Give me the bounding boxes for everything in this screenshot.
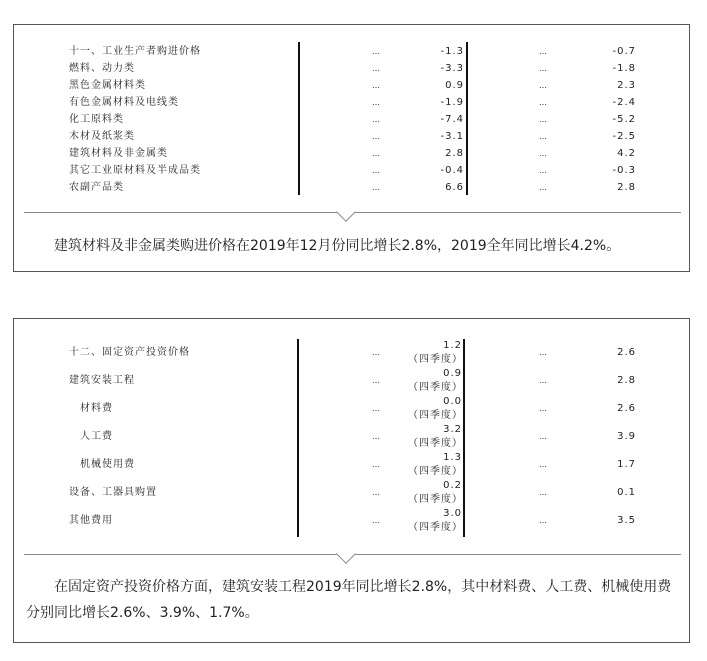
quarter-note: （四季度）	[408, 354, 463, 365]
row-label: 木材及纸浆类	[69, 131, 135, 142]
month-value: 0.9	[445, 80, 464, 91]
table-row	[14, 367, 689, 395]
quarter-value: 1.2	[443, 340, 462, 351]
table-row	[14, 339, 689, 367]
ellipsis-cell: …	[372, 432, 381, 441]
ellipsis-cell: …	[539, 132, 548, 141]
quarter-note: （四季度）	[408, 382, 463, 393]
table-row	[14, 479, 689, 507]
ellipsis-cell: …	[372, 149, 381, 158]
ellipsis-cell: …	[539, 149, 548, 158]
ellipsis-cell: …	[372, 516, 381, 525]
ellipsis-cell: …	[539, 432, 548, 441]
table-row	[14, 145, 689, 162]
ellipsis-cell: …	[539, 81, 548, 90]
quarter-note: （四季度）	[408, 522, 463, 533]
month-value: -0.4	[440, 165, 464, 176]
month-value: -1.3	[440, 46, 464, 57]
year-value: -0.3	[612, 165, 636, 176]
quarter-value: 3.2	[443, 424, 462, 435]
month-value: -3.1	[440, 131, 464, 142]
table-row	[14, 128, 689, 145]
row-label: 其他费用	[69, 515, 113, 526]
row-label: 材料费	[80, 403, 113, 414]
ellipsis-cell: …	[539, 115, 548, 124]
year-value: -1.8	[612, 63, 636, 74]
ellipsis-cell: …	[372, 348, 381, 357]
quarter-note: （四季度）	[408, 438, 463, 449]
year-value: -2.5	[612, 131, 636, 142]
year-value: -5.2	[612, 114, 636, 125]
ellipsis-cell: …	[372, 132, 381, 141]
ellipsis-cell: …	[539, 376, 548, 385]
table-row	[14, 77, 689, 94]
ellipsis-cell: …	[539, 98, 548, 107]
ellipsis-cell: …	[372, 64, 381, 73]
table-row	[14, 423, 689, 451]
ellipsis-cell: …	[372, 47, 381, 56]
year-value: 2.8	[617, 375, 636, 386]
year-value: 2.3	[617, 80, 636, 91]
year-value: 0.1	[617, 487, 636, 498]
table-row	[14, 179, 689, 196]
row-label: 人工费	[80, 431, 113, 442]
table-row	[14, 451, 689, 479]
ellipsis-cell: …	[539, 166, 548, 175]
year-value: -0.7	[612, 46, 636, 57]
quarter-value: 3.0	[443, 508, 462, 519]
ellipsis-cell: …	[372, 488, 381, 497]
ellipsis-cell: …	[539, 183, 548, 192]
ellipsis-cell: …	[372, 460, 381, 469]
quarter-note: （四季度）	[408, 466, 463, 477]
year-value: 3.9	[617, 431, 636, 442]
year-value: 1.7	[617, 459, 636, 470]
row-label: 设备、工器具购置	[69, 487, 157, 498]
row-label: 建筑安装工程	[69, 375, 135, 386]
row-label: 十二、固定资产投资价格	[69, 347, 190, 358]
ellipsis-cell: …	[372, 166, 381, 175]
table-row	[14, 162, 689, 179]
table-row	[14, 43, 689, 60]
quarter-note: （四季度）	[408, 410, 463, 421]
row-label: 农副产品类	[69, 182, 124, 193]
caption-text: 建筑材料及非金属类购进价格在2019年12月份同比增长2.8%，2019全年同比增长4.2%。	[54, 238, 621, 254]
year-value: -2.4	[612, 97, 636, 108]
month-value: -1.9	[440, 97, 464, 108]
quarter-value: 1.3	[443, 452, 462, 463]
month-value: 2.8	[445, 148, 464, 159]
quarter-note: （四季度）	[408, 494, 463, 505]
month-value: 6.6	[445, 182, 464, 193]
year-value: 3.5	[617, 515, 636, 526]
ellipsis-cell: …	[372, 81, 381, 90]
quarter-value: 0.2	[443, 480, 462, 491]
table-row	[14, 507, 689, 535]
year-value: 4.2	[617, 148, 636, 159]
price-card-investment	[13, 318, 690, 643]
row-label: 其它工业原材料及半成品类	[69, 165, 201, 176]
ellipsis-cell: …	[539, 348, 548, 357]
row-label: 十一、工业生产者购进价格	[69, 46, 201, 57]
ellipsis-cell: …	[539, 516, 548, 525]
table-row	[14, 60, 689, 77]
caption-text: 在固定资产投资价格方面，建筑安装工程2019年同比增长2.8%，其中材料费、人工费、机械使用费分别同比增长2.6%、3.9%、1.7%。	[26, 579, 672, 621]
year-value: 2.8	[617, 182, 636, 193]
divider-notch	[336, 544, 356, 564]
table-row	[14, 94, 689, 111]
ellipsis-cell: …	[539, 47, 548, 56]
table-row	[14, 111, 689, 128]
row-label: 建筑材料及非金属类	[69, 148, 168, 159]
row-label: 有色金属材料及电线类	[69, 97, 179, 108]
divider-notch	[336, 202, 356, 222]
year-value: 2.6	[617, 347, 636, 358]
row-label: 机械使用费	[80, 459, 135, 470]
ellipsis-cell: …	[372, 183, 381, 192]
ellipsis-cell: …	[539, 404, 548, 413]
month-value: -7.4	[440, 114, 464, 125]
row-label: 黑色金属材料类	[69, 80, 146, 91]
row-label: 燃料、动力类	[69, 63, 135, 74]
ellipsis-cell: …	[372, 376, 381, 385]
table-row	[14, 395, 689, 423]
quarter-value: 0.9	[443, 368, 462, 379]
year-value: 2.6	[617, 403, 636, 414]
month-value: -3.3	[440, 63, 464, 74]
ellipsis-cell: …	[372, 404, 381, 413]
quarter-value: 0.0	[443, 396, 462, 407]
ellipsis-cell: …	[539, 460, 548, 469]
ellipsis-cell: …	[539, 488, 548, 497]
row-label: 化工原料类	[69, 114, 124, 125]
price-card-purchase	[13, 24, 690, 272]
ellipsis-cell: …	[539, 64, 548, 73]
ellipsis-cell: …	[372, 115, 381, 124]
ellipsis-cell: …	[372, 98, 381, 107]
